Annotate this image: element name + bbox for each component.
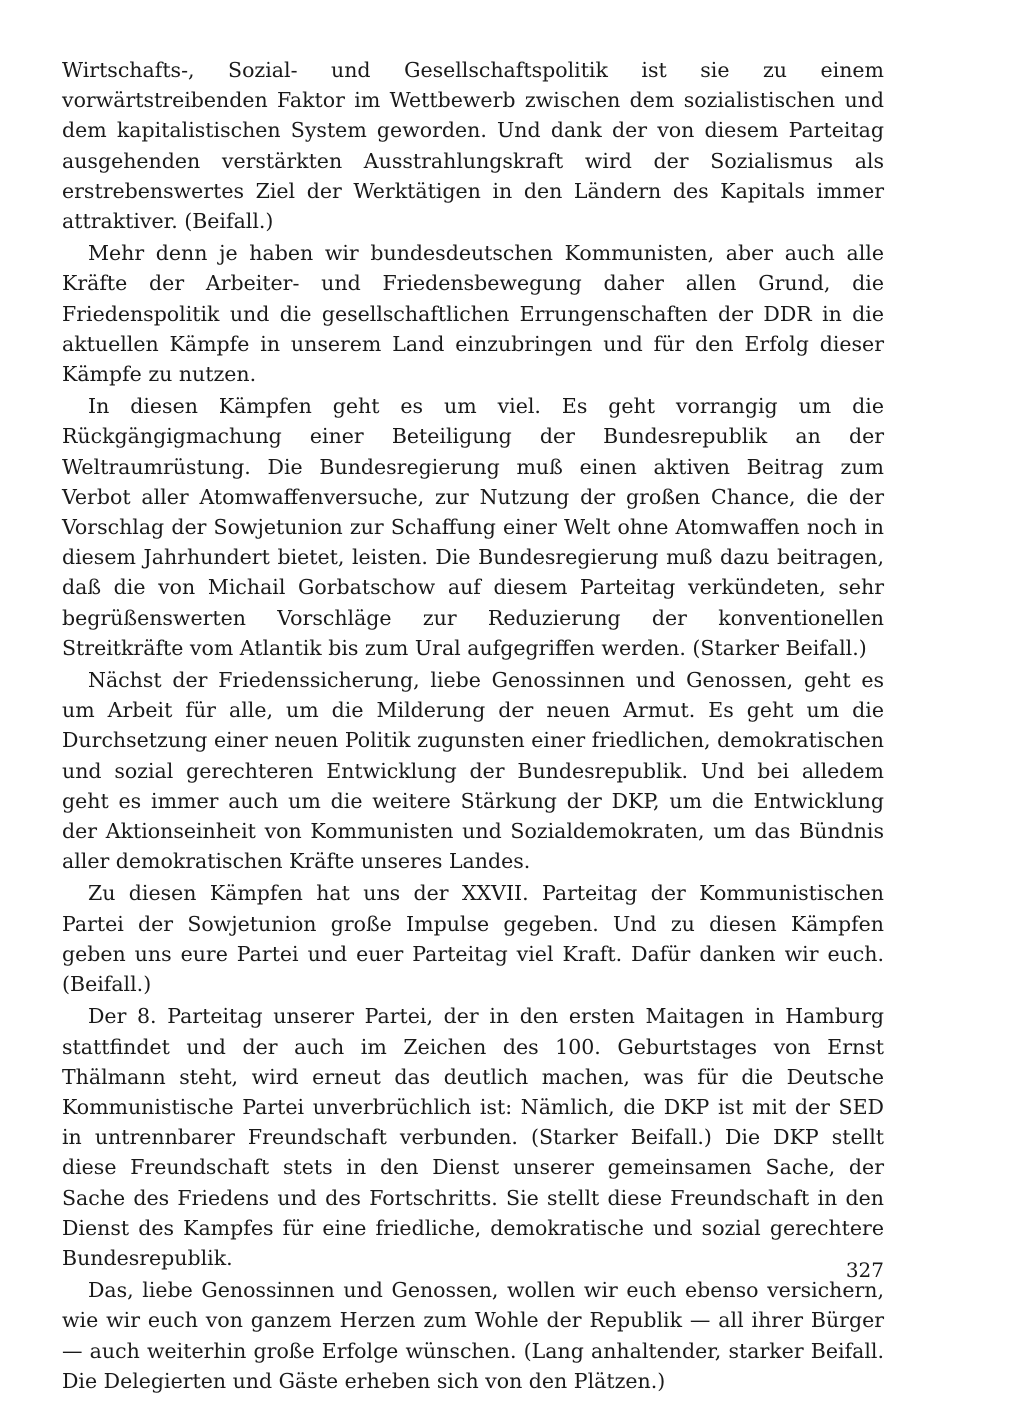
- paragraph-5: Zu diesen Kämpfen hat uns der XXVII. Parteitag der Kommunistischen Partei der Sowjetunion große Impulse gegeben. Und zu diesen Kämpfen geben uns eure Partei und euer Parteitag viel Kraft. Dafür danken wir euch. (Beifall.): [62, 881, 884, 997]
- paragraph-7: Das, liebe Genossinnen und Genossen, wollen wir euch ebenso versichern, wie wir euch von ganzem Herzen zum Wohle der Republik — all ihrer Bürger — auch weiterhin große Erfolge wünschen. (Lang anhaltender, starker Beifall. Die Delegierten und Gäste erheben sich von den Plätzen.): [62, 1278, 884, 1393]
- paragraph-3: In diesen Kämpfen geht es um viel. Es geht vorrangig um die Rückgängigmachung einer Beteiligung der Bundesrepublik an der Weltraumrüstung. Die Bundesregierung muß einen aktiven Beitrag zum Verbot aller Atomwaffenversuche, zur Nutzung der großen Chance, die der Vorschlag der Sowjetunion zur Schaffung einer Welt ohne Atomwaffen noch in diesem Jahrhundert bietet, leisten. Die Bundesregierung muß dazu beitragen, daß die von Michail Gorbatschow auf diesem Parteitag verkündeten, sehr begrüßenswerten Vorschläge zur Reduzierung der konventionellen Streitkräfte vom Atlantik bis zum Ural aufgegriffen werden. (Starker Beifall.): [62, 394, 884, 660]
- paragraph-1: Wirtschafts-, Sozial- und Gesellschaftspolitik ist sie zu einem vorwärtstreibenden Faktor im Wettbewerb zwischen dem sozialistischen und dem kapitalistischen System geworden. Und dank der von diesem Parteitag ausgehenden verstärkten Ausstrahlungskraft wird der Sozialismus als erstrebenswertes Ziel der Werktätigen in den Ländern des Kapitals immer attraktiver. (Beifall.): [62, 58, 884, 234]
- paragraph-2: Mehr denn je haben wir bundesdeutschen Kommunisten, aber auch alle Kräfte der Arbeiter- und Friedensbewegung daher allen Grund, die Friedenspolitik und die gesellschaftlichen Errungenschaften der DDR in die aktuellen Kämpfe in unserem Land einzubringen und für den Erfolg dieser Kämpfe zu nutzen.: [62, 241, 884, 387]
- paragraph-4: Nächst der Friedenssicherung, liebe Genossinnen und Genossen, geht es um Arbeit für alle, um die Milderung der neuen Armut. Es geht um die Durchsetzung einer neuen Politik zugunsten einer friedlichen, demokratischen und sozial gerechteren Entwicklung der Bundesrepublik. Und bei alledem geht es immer auch um die weitere Stärkung der DKP, um die Entwicklung der Aktionseinheit von Kommunisten und Sozialdemokraten, um das Bündnis aller demokratischen Kräfte unseres Landes.: [62, 668, 884, 874]
- paragraph-6: Der 8. Parteitag unserer Partei, der in den ersten Maitagen in Hamburg stattfindet und der auch im Zeichen des 100. Geburtstages von Ernst Thälmann steht, wird erneut das deutlich machen, was für die Deutsche Kommunistische Partei unverbrüchlich ist: Nämlich, die DKP ist mit der SED in untrennbarer Freundschaft verbunden. (Starker Beifall.) Die DKP stellt diese Freundschaft stets in den Dienst unserer gemeinsamen Sache, der Sache des Friedens und des Fortschritts. Sie stellt diese Freundschaft in den Dienst des Kampfes für eine friedliche, demokratische und sozial gerechtere Bundesrepublik.: [62, 1004, 884, 1270]
- page-number: 327: [845, 1258, 884, 1282]
- body-text: [62, 55, 884, 1398]
